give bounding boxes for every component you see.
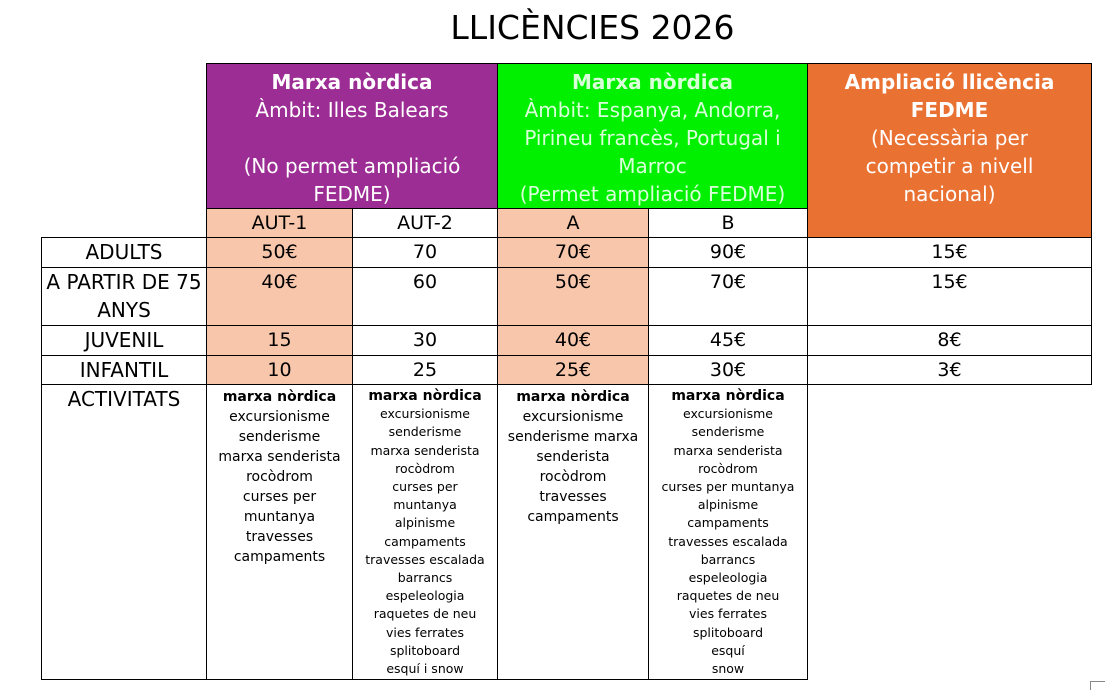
column-aut2: AUT-2 (353, 209, 498, 238)
activities-a (498, 385, 649, 680)
activity-item: marxa nòrdica (516, 389, 630, 405)
activity-item: muntanya (393, 497, 457, 513)
activity-item: snow (711, 661, 745, 677)
header-line: Àmbit: Illes Balears (255, 98, 449, 122)
price-cell: 70€ (649, 268, 808, 326)
row-label: ADULTS (42, 238, 207, 268)
activity-item: marxa senderista (370, 442, 480, 458)
activities-aut2 (353, 385, 498, 680)
table-row (42, 356, 1092, 385)
price-cell: 45€ (649, 326, 808, 356)
price-cell: 3€ (808, 356, 1092, 385)
activity-item: vies ferrates (386, 624, 464, 640)
activity-item: campaments (233, 549, 326, 565)
activity-item: alpinisme (394, 515, 456, 531)
row-label: INFANTIL (42, 356, 207, 385)
price-cell: 15€ (808, 238, 1092, 268)
activities-aut1 (207, 385, 353, 680)
activity-item: curses per (392, 479, 458, 495)
activity-item: campaments (687, 515, 769, 531)
activity-item: marxa nòrdica (368, 388, 482, 404)
activity-item: rocòdrom (395, 460, 455, 476)
activities-b (649, 385, 808, 680)
activity-item: esquí (711, 642, 745, 658)
price-cell: 90€ (649, 238, 808, 268)
activity-item: travesses (245, 529, 314, 545)
activity-item: campaments (384, 533, 466, 549)
header-espanya (498, 64, 808, 209)
row-label: ACTIVITATS (42, 385, 207, 680)
activity-item: excursionisme (380, 406, 470, 422)
activity-item: rocòdrom (539, 469, 607, 485)
price-cell: 15 (207, 326, 353, 356)
column-b: B (649, 209, 808, 238)
activity-item: curses per muntanya (661, 479, 795, 495)
activity-item: travesses (539, 489, 607, 505)
header-line: Àmbit: Espanya, Andorra, Pirineu francès, Portugal i Marroc (524, 98, 781, 178)
price-cell: 40€ (207, 268, 353, 326)
activities-row (42, 385, 1092, 680)
activity-item: senderista (536, 449, 610, 465)
activity-item: rocòdrom (246, 469, 313, 485)
header-illes-balears (207, 64, 498, 209)
price-cell: 15€ (808, 268, 1092, 326)
activity-item: campaments (527, 509, 619, 525)
price-cell: 10 (207, 356, 353, 385)
price-cell: 60 (353, 268, 498, 326)
table-row (42, 326, 1092, 356)
activity-item: barrancs (397, 570, 453, 586)
activity-item: marxa nòrdica (671, 388, 785, 404)
price-cell: 70 (353, 238, 498, 268)
header-title: Ampliació llicència FEDME (844, 70, 1055, 122)
resize-corner (1090, 681, 1105, 690)
activity-item: splitoboard (692, 624, 764, 640)
activity-item: excursionisme (229, 409, 330, 425)
activity-item: excursionisme (683, 406, 773, 422)
price-cell: 30 (353, 326, 498, 356)
header-title: Marxa nòrdica (271, 70, 433, 94)
activity-item: marxa senderista (218, 449, 341, 465)
price-cell: 25 (353, 356, 498, 385)
header-line: (No permet ampliació FEDME) (243, 154, 461, 206)
price-cell: 30€ (649, 356, 808, 385)
price-cell: 25€ (498, 356, 649, 385)
row-label: JUVENIL (42, 326, 207, 356)
activity-item: raquetes de neu (676, 588, 780, 604)
page-title: LLICÈNCIES 2026 (450, 8, 735, 47)
header-title: Marxa nòrdica (572, 70, 733, 94)
activity-item: splitoboard (389, 642, 461, 658)
activity-item: barrancs (700, 551, 756, 567)
price-cell: 8€ (808, 326, 1092, 356)
price-cell: 50€ (498, 268, 649, 326)
table-row (42, 268, 1092, 326)
price-cell: 40€ (498, 326, 649, 356)
activity-item: muntanya (243, 509, 316, 525)
activity-item: raquetes de neu (373, 606, 477, 622)
header-fedme (808, 64, 1092, 238)
row-label: A PARTIR DE 75 ANYS (42, 268, 207, 326)
price-cell: 70€ (498, 238, 649, 268)
activity-item: senderisme (238, 429, 321, 445)
activity-item: travesses escalada (365, 551, 485, 567)
activity-item: marxa senderista (673, 442, 783, 458)
table-row (42, 238, 1092, 268)
activity-item: senderisme (388, 424, 462, 440)
activity-item: espeleologia (688, 570, 768, 586)
activity-item: senderisme (691, 424, 765, 440)
activity-item: alpinisme (697, 497, 759, 513)
column-aut1: AUT-1 (207, 209, 353, 238)
activity-item: excursionisme (522, 409, 624, 425)
activity-item: marxa nòrdica (222, 389, 337, 405)
activity-item: esquí i snow (386, 661, 464, 677)
column-a: A (498, 209, 649, 238)
price-cell: 50€ (207, 238, 353, 268)
activity-item: senderisme marxa (507, 429, 639, 445)
activity-item: travesses escalada (668, 533, 788, 549)
activity-item: curses per (242, 489, 317, 505)
empty-corner (42, 64, 207, 238)
header-line: (Permet ampliació FEDME) (519, 182, 786, 206)
activity-item: espeleologia (385, 588, 465, 604)
licenses-table (41, 63, 1092, 680)
activity-item: vies ferrates (689, 606, 767, 622)
header-line: (Necessària per competir a nivell nacional) (865, 126, 1034, 206)
empty-cell (808, 385, 1092, 680)
activity-item: rocòdrom (698, 460, 758, 476)
